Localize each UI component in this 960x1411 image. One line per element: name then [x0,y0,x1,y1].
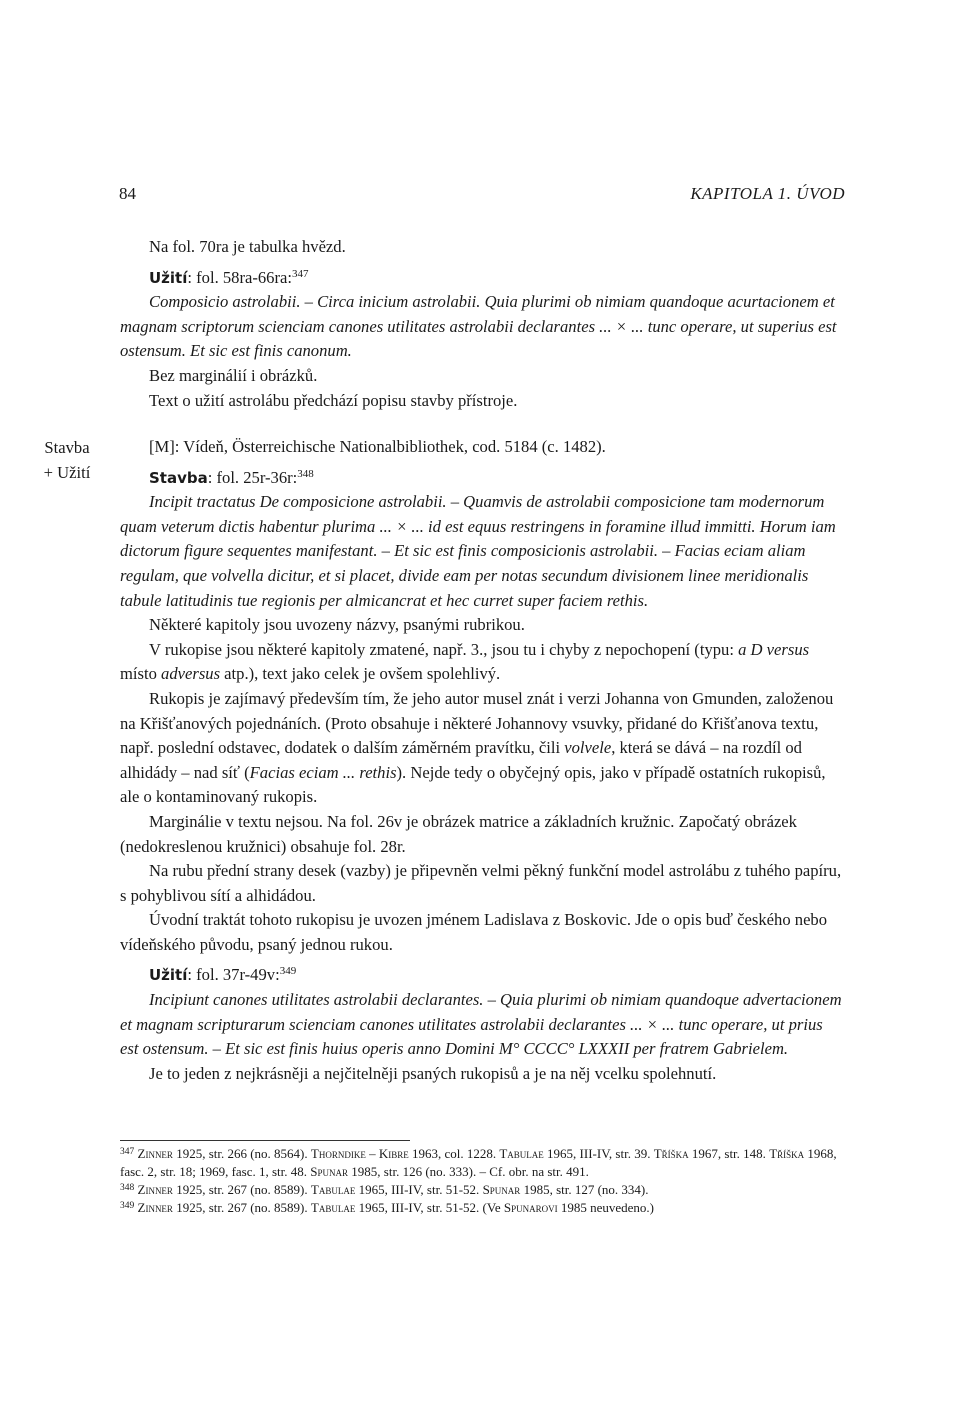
citation-text: 1968, fasc. 2, str. 18; 1969, fasc. 1, str. 48. [120,1146,837,1179]
author-name: Spunar [310,1164,349,1179]
author-name: Spunarovi [503,1200,558,1215]
text-run: Rukopis je zajímavý především tím, že jeho autor musel znát i verzi Johanna von Gmunden, založenou na Křišťanových pojednáních. (Proto obsahuje i některé Johannovy vsuvky, přidané do Křišťanova textu, např. poslední odstavec, dodatek o dalším záměrném pravítku, čili [120,688,834,758]
author-name: Zinner [137,1200,173,1215]
latin-incipit: Incipiunt canones utilitates astrolabii declarantes. – Quia plurimi ob nimiam quandoque advertacionem et magnam scripturarum scienciam canones utilitates astrolabii declarantes ... × ... tunc operare, ut prius est ostensum. – Et sic est finis huius operis anno Domini M° CCCC° LXXXII per fratrem Gabrielem. [120,990,842,1059]
citation-text: 1985 neuvedeno.) [557,1200,654,1215]
text-run: místo [120,664,162,684]
author-name: Zinner [137,1182,173,1197]
footnote-349 [120,1199,850,1217]
section-block-2 [120,435,844,1086]
citation-text: 1985, str. 126 (no. 333). – Cf. obr. na str. 491. [348,1164,589,1179]
section-label: Stavba [149,468,208,487]
running-title: KAPITOLA 1. ÚVOD [690,184,845,203]
citation-text: 1965, III-IV, str. 39. [543,1146,654,1161]
author-name: Tabulae [310,1200,356,1215]
uziti-heading-line [120,266,844,291]
paragraph: Úvodní traktát tohoto rukopisu je uvozen jménem Ladislava z Boskovic. Jde o opis buď českého nebo vídeňského původu, psaný jednou rukou. [120,910,828,954]
citation-text: 1925, str. 267 (no. 8589). [172,1200,311,1215]
section-label: Užití [149,966,188,985]
manuscript-line: [M]: Vídeň, Österreichische Nationalbibliothek, cod. 5184 (c. 1482). [149,437,606,456]
footnote-rule [120,1140,410,1141]
text-run: atp.), text jako celek je ovšem spolehlivý. [220,664,501,684]
paragraph: Některé kapitoly jsou uvozeny názvy, psanými rubrikou. [149,615,525,635]
citation-text: 1967, str. 148. [688,1146,770,1161]
author-name: Spunar [482,1182,521,1197]
folio-range: : fol. 58ra-66ra: [187,267,292,287]
margin-note-line: Stavba [44,438,90,457]
latin-incipit: Composicio astrolabii. – Circa inicium astrolabii. Quia plurimi ob nimiam quandoque acurtacionem et magnam scriptorum scienciam canones utilitates astrolabii declarantes ... × ... tunc operare, ut superius est ostensum. Et sic est finis canonum. [120,292,837,361]
folio-range: : fol. 25r-36r: [207,467,298,487]
folio-range: : fol. 37r-49v: [187,965,280,985]
page-number: 84 [119,184,136,203]
italic-run: a D versus [738,639,810,659]
citation-text: 1985, str. 127 (no. 334). [520,1182,649,1197]
italic-run: adversus [161,664,221,684]
text-run: ). Nejde tedy o obyčejný opis, jako v případě ostatních rukopisů, ale o kontaminovaný rukopis. [120,762,826,807]
citation-text: 1925, str. 267 (no. 8589). [172,1182,311,1197]
footnote-ref: 347 [291,267,309,280]
footnote-number: 349 [120,1201,135,1211]
text-run: V rukopise jsou některé kapitoly zmatené, např. 3., jsou tu i chyby z nepochopení (typu: [149,639,739,659]
paragraph: Je to jeden z nejkrásněji a nejčitelněji psaných rukopisů a je na něj vcelku spolehnutí. [149,1063,717,1083]
footnote-347 [120,1145,850,1181]
footnote-number: 347 [120,1147,135,1157]
paragraph: Na rubu přední strany desek (vazby) je připevněn velmi pěkný funkční model astrolábu z tuhého papíru, s pohyblivou sítí a alhidádou. [120,861,842,905]
author-name: Tabulae [499,1146,544,1161]
uziti-heading-line [120,963,844,988]
footnote-ref: 349 [279,965,297,978]
author-name: Tříška [769,1146,805,1161]
latin-incipit: Incipit tractatus De composicione astrolabii. – Quamvis de astrolabii composicione tam modernorum quam veterum dictis habentur plurima ... × ... id est equus restringens in foramine illud immitti. Horum iam dictorum figure sequentes manifestant. – Et sic est finis composicionis astrolabii. – Facias eciam aliam regulam, que volvella dicitur, et si placet, divide eam per notas secundum divisionem linee meridionalis tabule latitudinis tue regionis per almicancrat et hec curret super faciem rethis. [120,492,836,610]
paragraph: Marginálie v textu nejsou. Na fol. 26v je obrázek matrice a základních kružnic. Započatý obrázek (nedokreslenou kružnici) obsahuje fol. 28r. [120,811,797,856]
stavba-heading-line [120,466,844,491]
citation-text: 1965, III-IV, str. 51-52. [355,1182,483,1197]
paragraph [120,638,844,687]
footnote-number: 348 [120,1183,135,1193]
italic-run: Facias eciam ... rethis [249,762,397,782]
citation-text: 1925, str. 266 (no. 8564). [172,1146,311,1161]
author-name: Tabulae [310,1182,356,1197]
italic-run: volvele [564,738,612,758]
author-name: Zinner [137,1146,173,1161]
text-line: Na fol. 70ra je tabulka hvězd. [149,237,346,256]
author-name: Tříška [653,1146,689,1161]
section-label: Užití [149,268,188,287]
margin-note [22,435,112,485]
text-line: Text o užití astrolábu předchází popisu stavby přístroje. [149,390,518,410]
footnotes [120,1145,850,1217]
author-name: Thorndike – Kibre [310,1146,409,1161]
citation-text: 1965, III-IV, str. 51-52. (Ve [355,1200,504,1215]
text-line: Bez marginálií i obrázků. [149,365,318,385]
footnote-ref: 348 [297,467,314,480]
paragraph [120,687,844,810]
text-run: , která se dává – na rozdíl od alhidády – nad síť ( [120,738,802,782]
margin-note-line: + Užití [43,463,91,482]
footnote-348 [120,1181,850,1199]
section-block-1 [120,235,844,413]
citation-text: 1963, col. 1228. [408,1146,500,1161]
